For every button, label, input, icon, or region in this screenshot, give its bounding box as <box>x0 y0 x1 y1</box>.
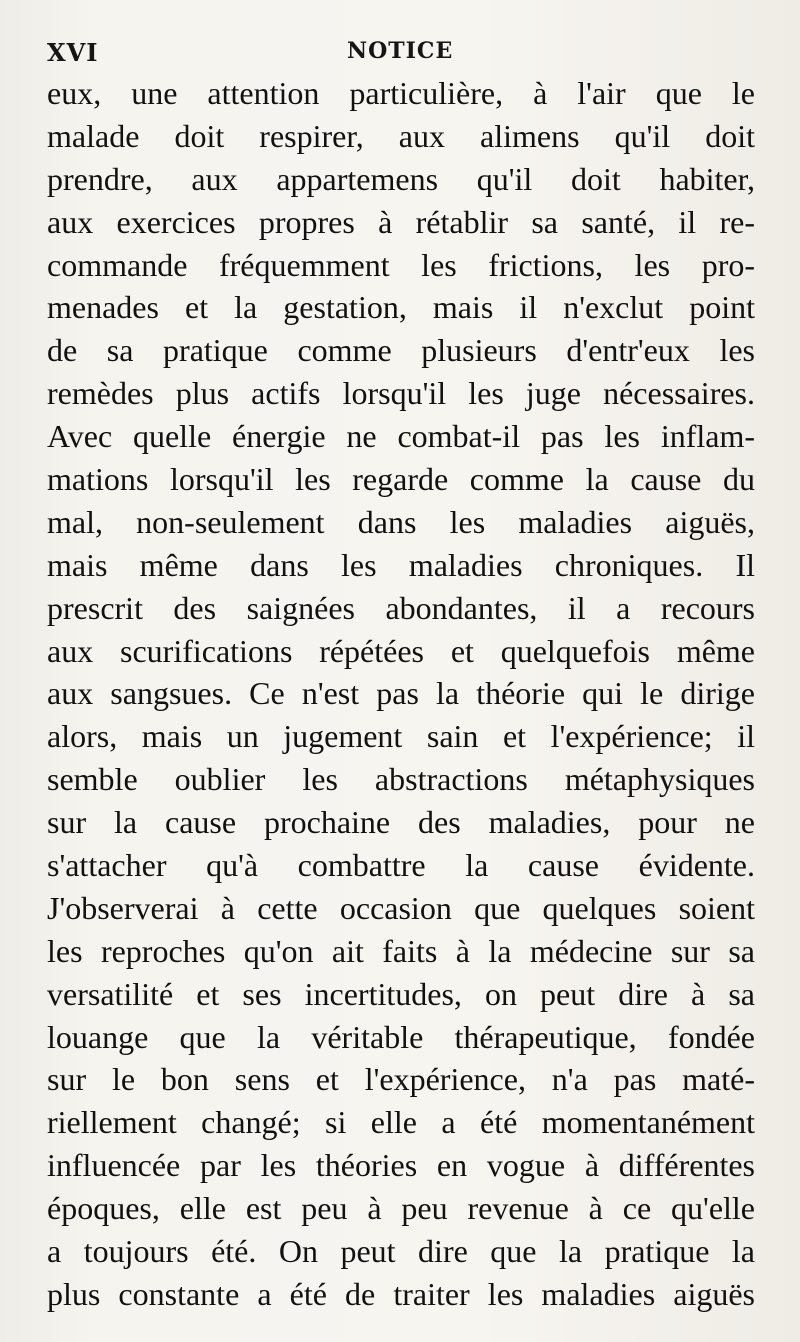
text-line: s'attacher qu'à combattre la cause évidente. <box>47 847 755 884</box>
text-line: prescrit des saignées abondantes, il a recours <box>47 589 755 626</box>
page-header <box>47 38 755 72</box>
text-line: époques, elle est peu à peu revenue à ce qu'elle <box>47 1190 755 1227</box>
text-line: versatilité et ses incertitudes, on peut dire à sa <box>47 975 755 1012</box>
text-line: a toujours été. On peut dire que la pratique la <box>47 1233 755 1270</box>
text-line: mations lorsqu'il les regarde comme la cause du <box>47 461 755 498</box>
page-number: XVI <box>47 38 99 67</box>
text-line: J'observerai à cette occasion que quelques soient <box>47 889 755 926</box>
text-line: semble oublier les abstractions métaphysiques <box>47 761 755 798</box>
text-line: Avec quelle énergie ne combat-il pas les inflam- <box>47 418 755 455</box>
text-line: aux scurifications répétées et quelquefois même <box>47 632 755 669</box>
text-line: les reproches qu'on ait faits à la médecine sur sa <box>47 932 755 969</box>
text-line: aux sangsues. Ce n'est pas la théorie qui le dirige <box>47 675 755 712</box>
body-text <box>47 72 755 1316</box>
text-line: commande fréquemment les frictions, les pro- <box>47 246 755 283</box>
text-line: prendre, aux appartemens qu'il doit habiter, <box>47 160 755 197</box>
text-line: sur la cause prochaine des maladies, pour ne <box>47 804 755 841</box>
text-line: mais même dans les maladies chroniques. Il <box>47 546 755 583</box>
text-line: de sa pratique comme plusieurs d'entr'eux les <box>47 332 755 369</box>
text-line: remèdes plus actifs lorsqu'il les juge nécessaires. <box>47 375 755 412</box>
text-line: malade doit respirer, aux alimens qu'il doit <box>47 117 755 154</box>
running-title: NOTICE <box>347 38 454 64</box>
text-line: louange que la véritable thérapeutique, fondée <box>47 1018 755 1055</box>
text-line: sur le bon sens et l'expérience, n'a pas maté- <box>47 1061 755 1098</box>
text-line: eux, une attention particulière, à l'air que le <box>47 75 755 111</box>
text-line: alors, mais un jugement sain et l'expérience; il <box>47 718 755 755</box>
text-line: plus constante a été de traiter les maladies aiguës <box>47 1275 755 1312</box>
text-line: menades et la gestation, mais il n'exclut point <box>47 289 755 326</box>
text-line: mal, non-seulement dans les maladies aiguës, <box>47 503 755 540</box>
text-line: riellement changé; si elle a été momentanément <box>47 1104 755 1141</box>
text-line: aux exercices propres à rétablir sa santé, il re- <box>47 203 755 240</box>
text-line: influencée par les théories en vogue à différentes <box>47 1147 755 1184</box>
